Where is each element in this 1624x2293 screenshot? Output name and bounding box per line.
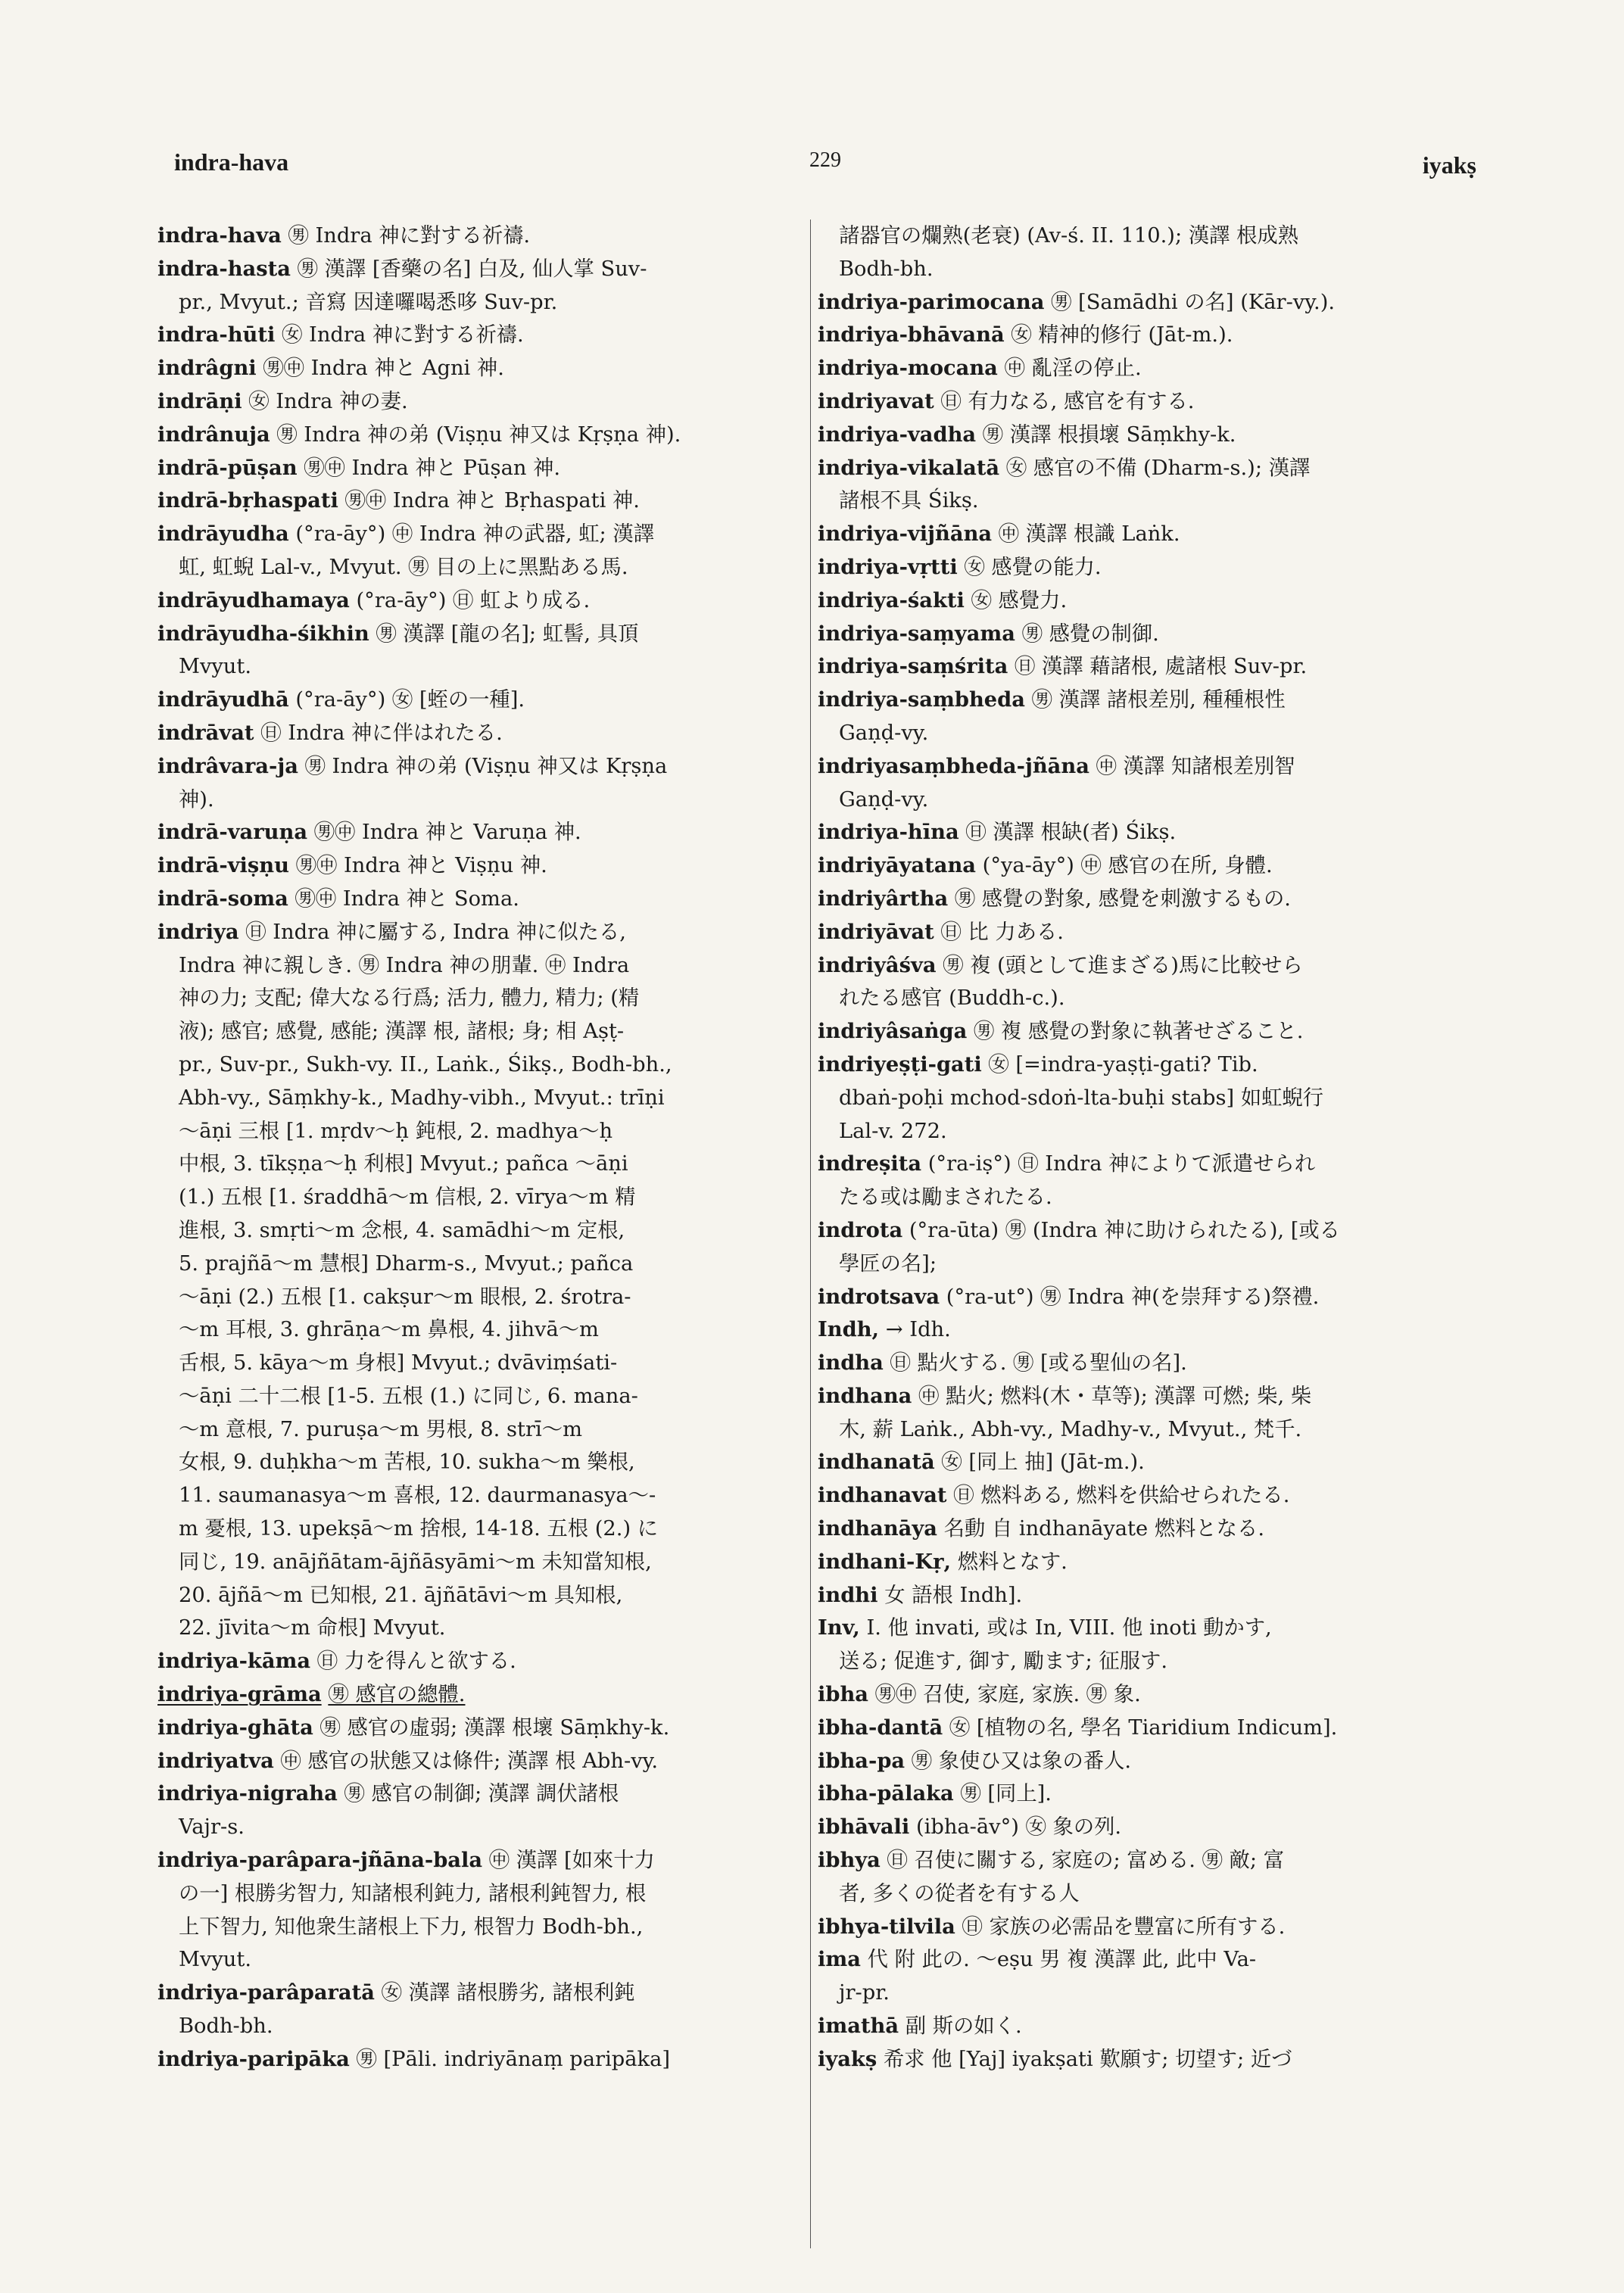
- entry-headword: indhani-Kṛ,: [818, 1549, 951, 1574]
- dictionary-entry: [818, 584, 1480, 618]
- entry-definition: ㊚ [Pāli. indriyānaṃ paripāka]: [356, 2047, 671, 2071]
- entry-continuation: dbaṅ-poḥi mchod-sdoṅ-lta-buḥi stabs] 如虹蜺行: [839, 1086, 1324, 1110]
- entry-definition: ㊐ 點火する. ㊚ [或る聖仙の名].: [890, 1351, 1187, 1375]
- dictionary-entry: [157, 385, 824, 419]
- entry-definition: (°ra-ut°) ㊚ Indra 神(を崇拜する)祭禮.: [946, 1285, 1320, 1309]
- dictionary-entry: [157, 750, 824, 784]
- entry-definition: ㊛ 漢譯 諸根勝劣, 諸根利鈍: [381, 1981, 635, 2005]
- right-guide-word: iyakṣ: [1422, 151, 1476, 179]
- dictionary-entry: [157, 1712, 824, 1745]
- entry-headword: imathā: [818, 2014, 899, 2039]
- dictionary-entry: [818, 518, 1480, 551]
- entry-definition: ㊐ 燃料ある, 燃料を供給せられたる.: [953, 1484, 1290, 1508]
- entry-continuation: 〜m 意根, 7. puruṣa〜m 男根, 8. strī〜m: [179, 1417, 582, 1441]
- entry-headword: indriya-vikalatā: [818, 455, 1000, 480]
- entry-definition: 希求 他 [Yaj] iyakṣati 歎願す; 切望す; 近づ: [883, 2047, 1292, 2071]
- entry-continuation: 11. saumanasya〜m 喜根, 12. daurmanasya〜-: [179, 1484, 656, 1508]
- entry-definition: ㊐ 漢譯 根缺(者) Śikṣ.: [965, 821, 1177, 845]
- entry-continuation: 諸根不具 Śikṣ.: [839, 489, 979, 513]
- dictionary-entry: [818, 1612, 1480, 1645]
- entry-headword: Indh,: [818, 1317, 880, 1342]
- entry-definition: ㊚㊥ Indra 神と Soma.: [295, 886, 519, 911]
- entry-headword: indriya-paripāka: [157, 2046, 350, 2071]
- entry-definition: → Idh.: [885, 1318, 951, 1342]
- dictionary-entry: [157, 1645, 824, 1678]
- entry-headword: indrāyudhā: [157, 687, 289, 712]
- dictionary-entry: [818, 1943, 1480, 1977]
- entry-headword: indriya-saṃśrita: [818, 654, 1008, 679]
- dictionary-entry: [157, 618, 824, 651]
- entry-headword: indrāvat: [157, 720, 254, 745]
- dictionary-entry: [818, 385, 1480, 419]
- entry-headword: Inv,: [818, 1615, 860, 1640]
- entry-definition: ㊚ Indra 神に對する祈禱.: [288, 224, 531, 248]
- dictionary-entry: [157, 1745, 824, 1778]
- dictionary-entry: [157, 883, 824, 916]
- entry-headword: indriya-parâpara-jñāna-bala: [157, 1848, 483, 1873]
- entry-definition: ㊚ [Samādhi の名] (Kār-vy.).: [1051, 290, 1336, 314]
- entry-definition: ㊚㊥ 召使, 家庭, 家族. ㊚ 象.: [874, 1683, 1141, 1707]
- entry-continuation: 虹, 虹蜺 Lal-v., Mvyut. ㊚ 目の上に黑點ある馬.: [179, 555, 628, 579]
- entry-definition: ㊥ 感官の狀態又は條件; 漢譯 根 Abh-vy.: [280, 1749, 659, 1773]
- entry-continuation: 進根, 3. smṛti〜m 念根, 4. samādhi〜m 定根,: [179, 1218, 625, 1242]
- entry-headword: indriyatva: [157, 1748, 274, 1773]
- entry-definition: 名動 自 indhanāyate 燃料となる.: [943, 1517, 1265, 1541]
- dictionary-entry: [818, 949, 1480, 983]
- dictionary-entry: [818, 1579, 1480, 1612]
- entry-headword: indra-hava: [157, 223, 282, 248]
- dictionary-entry: [157, 2043, 824, 2076]
- entry-definition: 副 斯の如く.: [905, 2014, 1022, 2039]
- entry-headword: indrā-viṣṇu: [157, 853, 289, 878]
- entry-continuation: 〜āṇi 二十二根 [1-5. 五根 (1.) に同じ, 6. mana-: [179, 1384, 638, 1408]
- entry-headword: indriyârtha: [818, 886, 949, 911]
- dictionary-entry: [818, 1446, 1480, 1479]
- entry-definition: ㊐ 漢譯 藉諸根, 處諸根 Suv-pr.: [1014, 655, 1308, 679]
- entry-definition: ㊛ 精神的修行 (Jāt-m.).: [1011, 323, 1233, 347]
- entry-headword: indhanatā: [818, 1450, 935, 1475]
- entry-headword: indrā-varuṇa: [157, 820, 308, 845]
- dictionary-entry: [157, 1678, 824, 1712]
- entry-definition: ㊛ Indra 神の妻.: [248, 389, 408, 413]
- dictionary-entry: [818, 849, 1480, 883]
- dictionary-entry: [157, 319, 824, 352]
- entry-continuation: 神).: [179, 787, 214, 812]
- dictionary-entry: [818, 1844, 1480, 1877]
- entry-headword: indriyāyatana: [818, 853, 976, 878]
- entry-headword: indriya-vṛtti: [818, 554, 958, 579]
- entry-headword: indrāṇi: [157, 388, 242, 413]
- entry-definition: ㊚ [同上].: [960, 1782, 1052, 1806]
- entry-definition: ㊛ 感覺力.: [971, 588, 1068, 612]
- entry-headword: ibha-pālaka: [818, 1781, 954, 1806]
- entry-definition: ㊚ 感官の總體.: [328, 1683, 466, 1707]
- dictionary-entry: [818, 419, 1480, 452]
- entry-definition: ㊐ Indra 神に伴はれたる.: [260, 721, 503, 745]
- entry-continuation: 上下智力, 知他衆生諸根上下力, 根智力 Bodh-bh.,: [179, 1914, 644, 1939]
- entry-definition: ㊚ 漢譯 [龍の名]; 虹髻, 具頂: [376, 622, 639, 646]
- entry-continuation: (1.) 五根 [1. śraddhā〜m 信根, 2. vīrya〜m 精: [179, 1185, 636, 1210]
- entry-definition: ㊛ [=indra-yaṣṭi-gati? Tib.: [988, 1052, 1258, 1076]
- entry-continuation: 中根, 3. tīkṣṇa〜ḥ 利根] Mvyut.; pañca 〜āṇi: [179, 1152, 628, 1176]
- entry-definition: ㊛ 感覺の能力.: [964, 555, 1102, 579]
- entry-headword: indriya-hīna: [818, 820, 959, 845]
- dictionary-entry: [818, 883, 1480, 916]
- entry-definition: 燃料となす.: [957, 1550, 1068, 1574]
- entry-headword: indrâgni: [157, 356, 257, 381]
- dictionary-entry: [818, 551, 1480, 584]
- entry-definition: ㊚ 感覺の對象, 感覺を刺激するもの.: [954, 886, 1291, 911]
- dictionary-entry: [818, 618, 1480, 651]
- entry-definition: (°ra-ūta) ㊚ (Indra 神に助けられたる), [或る: [909, 1218, 1340, 1242]
- entry-headword: indrāyudha: [157, 522, 289, 547]
- entry-definition: ㊐ 有力なる, 感官を有する.: [940, 389, 1195, 413]
- entry-definition: ㊐ Indra 神に屬する, Indra 神に似たる,: [245, 920, 626, 944]
- entry-continuation: れたる感官 (Buddh-c.).: [839, 986, 1065, 1011]
- entry-headword: indriyeṣṭi-gati: [818, 1051, 982, 1076]
- entry-definition: ㊚㊥ Indra 神と Agni 神.: [263, 357, 504, 381]
- entry-headword: ibha: [818, 1682, 868, 1707]
- entry-definition: ㊚㊥ Indra 神と Pūṣan 神.: [304, 456, 561, 480]
- entry-continuation: 學匠の名];: [839, 1251, 937, 1276]
- entry-headword: indriyâśva: [818, 952, 937, 977]
- dictionary-entry: [157, 1977, 824, 2010]
- entry-headword: indrā-soma: [157, 886, 288, 911]
- dictionary-entry: [818, 816, 1480, 849]
- entry-definition: ㊛ Indra 神に對する祈禱.: [282, 323, 524, 347]
- entry-definition: ㊚ Indra 神の弟 (Viṣṇu 神又は Kṛṣṇa 神).: [276, 422, 681, 447]
- entry-headword: indhana: [818, 1383, 912, 1408]
- dictionary-entry: [157, 849, 824, 883]
- entry-headword: indha: [818, 1351, 884, 1375]
- dictionary-entry: [157, 419, 824, 452]
- entry-continuation: 液); 感官; 感覺, 感能; 漢譯 根, 諸根; 身; 相 Aṣṭ-: [179, 1020, 625, 1044]
- entry-headword: indrânuja: [157, 422, 270, 447]
- entry-definition: ㊚ Indra 神の弟 (Viṣṇu 神又は Kṛṣṇa: [304, 754, 668, 778]
- dictionary-entry: [818, 452, 1480, 485]
- entry-continuation: 〜āṇi 三根 [1. mṛdv〜ḥ 鈍根, 2. madhya〜ḥ: [179, 1119, 613, 1143]
- entry-continuation: Mvyut.: [179, 1948, 252, 1972]
- dictionary-entry: [157, 452, 824, 485]
- dictionary-entry: [818, 1048, 1480, 1082]
- entry-continuation: 〜m 耳根, 3. ghrāṇa〜m 鼻根, 4. jihvā〜m: [179, 1318, 599, 1342]
- entry-headword: indrāyudhamaya: [157, 587, 350, 612]
- entry-definition: ㊥ 點火; 燃料(木・草等); 漢譯 可燃; 柴, 柴: [918, 1384, 1312, 1408]
- dictionary-entry: [818, 319, 1480, 352]
- entry-definition: ㊐ 力を得んと欲する.: [316, 1650, 516, 1674]
- entry-headword: indhanāya: [818, 1516, 937, 1541]
- entry-definition: (°ra-āy°) ㊥ Indra 神の武器, 虹; 漢譯: [295, 522, 655, 547]
- dictionary-entry: [818, 1380, 1480, 1413]
- entry-definition: ㊚ 象使ひ又は象の番人.: [911, 1749, 1132, 1773]
- dictionary-entry: [818, 1015, 1480, 1048]
- entry-definition: ㊛ 感官の不備 (Dharm-s.); 漢譯: [1005, 456, 1311, 480]
- entry-headword: ibha-pa: [818, 1748, 906, 1773]
- entry-headword: indra-hūti: [157, 322, 276, 347]
- entry-definition: ㊚㊥ Indra 神と Viṣṇu 神.: [295, 854, 547, 878]
- entry-continuation: jr-pr.: [839, 1981, 890, 2005]
- entry-continuation: 諸器官の爛熟(老衰) (Av-ś. II. 110.); 漢譯 根成熟: [839, 224, 1298, 248]
- entry-continuation: 同じ, 19. anājñātam-ājñāsyāmi〜m 未知當知根,: [179, 1550, 652, 1574]
- dictionary-entry: [157, 816, 824, 849]
- entry-headword: indriya-grāma: [157, 1682, 322, 1707]
- dictionary-entry: [818, 286, 1480, 319]
- entry-headword: indriya-ghāta: [157, 1715, 313, 1740]
- dictionary-entry: [818, 1347, 1480, 1380]
- entry-definition: ㊥ 漢譯 [如來十力: [488, 1849, 655, 1873]
- entry-headword: indreṣita: [818, 1151, 922, 1176]
- entry-continuation: Indra 神に親しき. ㊚ Indra 神の朋輩. ㊥ Indra: [179, 953, 630, 977]
- dictionary-entry: [818, 1712, 1480, 1745]
- entry-headword: ibha-dantā: [818, 1715, 943, 1740]
- entry-continuation: 送る; 促進す, 御す, 勵ます; 征服す.: [839, 1650, 1167, 1674]
- entry-continuation: Lal-v. 272.: [839, 1119, 947, 1143]
- entry-definition: (°ra-āy°) ㊐ 虹より成る.: [356, 588, 591, 612]
- dictionary-entry: [157, 916, 824, 949]
- entry-definition: (ibha-āv°) ㊛ 象の列.: [915, 1815, 1122, 1840]
- dictionary-entry: [818, 1479, 1480, 1513]
- dictionary-entry: [157, 1844, 824, 1877]
- entry-continuation: の一] 根勝劣智力, 知諸根利鈍力, 諸根利鈍智力, 根: [179, 1881, 647, 1905]
- dictionary-entry: [818, 1911, 1480, 1944]
- entry-headword: indriya-parimocana: [818, 289, 1045, 314]
- entry-definition: 女 語根 Indh].: [884, 1583, 1023, 1607]
- entry-headword: indriyavat: [818, 388, 934, 413]
- entry-continuation: Bodh-bh.: [179, 2014, 273, 2039]
- entry-headword: iyakṣ: [818, 2046, 877, 2071]
- entry-definition: ㊚ 複 (頭として進まざる)馬に比較せら: [943, 953, 1303, 977]
- entry-headword: indhanavat: [818, 1483, 947, 1508]
- entry-headword: indriya-kāma: [157, 1649, 311, 1674]
- dictionary-entry: [157, 220, 824, 253]
- dictionary-entry: [818, 1546, 1480, 1579]
- entry-definition: ㊚ 漢譯 諸根差別, 種種根性: [1031, 688, 1286, 712]
- dictionary-entry: [157, 253, 824, 286]
- entry-headword: indhi: [818, 1582, 878, 1607]
- entry-continuation: 神の力; 支配; 偉大なる行爲; 活力, 體力, 精力; (精: [179, 986, 640, 1011]
- entry-definition: ㊚ 感官の制御; 漢譯 調伏諸根: [344, 1782, 619, 1806]
- entry-continuation: 木, 薪 Laṅk., Abh-vy., Madhy-v., Mvyut., 梵千.: [839, 1417, 1302, 1441]
- dictionary-entry: [818, 1745, 1480, 1778]
- entry-definition: ㊥ 漢譯 根識 Laṅk.: [998, 522, 1180, 547]
- entry-continuation: Bodh-bh.: [839, 257, 934, 281]
- entry-headword: indriya-bhāvanā: [818, 322, 1005, 347]
- entry-headword: ibhya-tilvila: [818, 1914, 955, 1939]
- entry-headword: ibhāvali: [818, 1815, 910, 1840]
- entry-continuation: Vajr-s.: [179, 1815, 245, 1840]
- entry-headword: indra-hasta: [157, 256, 291, 281]
- entry-definition: ㊚ 漢譯 [香藥の名] 白及, 仙人掌 Suv-: [297, 257, 647, 281]
- dictionary-entry: [818, 650, 1480, 684]
- entry-headword: indriya-nigraha: [157, 1781, 338, 1806]
- entry-headword: indrâvara-ja: [157, 753, 298, 778]
- entry-headword: indrota: [818, 1217, 903, 1242]
- dictionary-entry: [818, 2043, 1480, 2076]
- entry-definition: ㊚ 感覺の制御.: [1021, 622, 1159, 646]
- entry-definition: ㊚ 複 感覺の對象に執著せざること.: [973, 1020, 1304, 1044]
- entry-headword: indrāyudha-śikhin: [157, 621, 369, 646]
- entry-continuation: pr., Suv-pr., Sukh-vy. II., Laṅk., Śikṣ., Bodh-bh.,: [179, 1052, 672, 1076]
- entry-continuation: Gaṇḍ-vy.: [839, 787, 929, 812]
- entry-headword: indriya-saṃbheda: [818, 687, 1025, 712]
- entry-definition: ㊚㊥ Indra 神と Varuṇa 神.: [313, 821, 581, 845]
- dictionary-entry: [818, 2010, 1480, 2043]
- dictionary-entry: [818, 1148, 1480, 1181]
- dictionary-entry: [157, 684, 824, 717]
- entry-continuation: m 憂根, 13. upekṣā〜m 捨根, 14-18. 五根 (2.) に: [179, 1517, 659, 1541]
- entry-continuation: 20. ājñā〜m 已知根, 21. ājñātāvi〜m 具知根,: [179, 1583, 623, 1607]
- dictionary-entry: [818, 1811, 1480, 1844]
- entry-headword: indrotsava: [818, 1284, 940, 1309]
- entry-definition: ㊥ 漢譯 知諸根差別智: [1096, 754, 1295, 778]
- entry-definition: ㊥ 亂淫の停止.: [1004, 357, 1142, 381]
- entry-continuation: Mvyut.: [179, 655, 252, 679]
- entry-headword: indriyāvat: [818, 919, 934, 944]
- entry-headword: ibhya: [818, 1848, 881, 1873]
- entry-headword: ima: [818, 1947, 861, 1972]
- entry-headword: indriyâsaṅga: [818, 1019, 968, 1044]
- entry-headword: indriya-saṃyama: [818, 621, 1015, 646]
- dictionary-entry: [818, 684, 1480, 717]
- column-divider: [810, 220, 811, 2248]
- entry-continuation: 22. jīvita〜m 命根] Mvyut.: [179, 1616, 446, 1640]
- entry-definition: 代 附 此の. 〜eṣu 男 複 漢譯 此, 此中 Va-: [867, 1948, 1257, 1972]
- dictionary-entry: [818, 352, 1480, 385]
- entry-headword: indriya-vijñāna: [818, 522, 993, 547]
- entry-definition: (°ra-āy°) ㊛ [蛭の一種].: [295, 688, 525, 712]
- entry-definition: ㊚㊥ Indra 神と Bṛhaspati 神.: [344, 489, 640, 513]
- entry-continuation: 舌根, 5. kāya〜m 身根] Mvyut.; dvāviṃśati-: [179, 1351, 618, 1375]
- dictionary-entry: [157, 1777, 824, 1811]
- dictionary-entry: [818, 1281, 1480, 1314]
- entry-continuation: Gaṇḍ-vy.: [839, 721, 929, 745]
- dictionary-entry: [818, 1214, 1480, 1248]
- dictionary-entry: [818, 1313, 1480, 1347]
- entry-definition: ㊐ 家族の必需品を豐富に所有する.: [962, 1914, 1286, 1939]
- entry-headword: indrā-pūṣan: [157, 455, 298, 480]
- entry-continuation: 〜āṇi (2.) 五根 [1. cakṣur〜m 眼根, 2. śrotra-: [179, 1285, 631, 1309]
- entry-definition: ㊛ [同上 抽] (Jāt-m.).: [941, 1450, 1145, 1475]
- entry-definition: ㊐ 比 力ある.: [940, 920, 1064, 944]
- dictionary-entry: [157, 584, 824, 618]
- page-number: 229: [809, 148, 841, 172]
- dictionary-entry: [818, 1777, 1480, 1811]
- entry-headword: indrā-bṛhaspati: [157, 488, 338, 513]
- dictionary-entry: [157, 352, 824, 385]
- dictionary-entry: [818, 916, 1480, 949]
- entry-headword: indriya-mocana: [818, 356, 998, 381]
- entry-definition: ㊚ 漢譯 根損壞 Sāṃkhy-k.: [982, 422, 1236, 447]
- entry-continuation: 女根, 9. duḥkha〜m 苦根, 10. sukha〜m 樂根,: [179, 1450, 635, 1475]
- left-guide-word: indra-hava: [174, 148, 289, 176]
- entry-definition: ㊛ [植物の名, 學名 Tiaridium Indicum].: [949, 1715, 1338, 1740]
- dictionary-entry: [157, 518, 824, 551]
- entry-continuation: pr., Mvyut.; 音寫 因達囉喝悉哆 Suv-pr.: [179, 290, 558, 314]
- entry-headword: indriya-parâparatā: [157, 1980, 375, 2005]
- entry-headword: indriya-vadha: [818, 422, 977, 447]
- entry-definition: (°ya-āy°) ㊥ 感官の在所, 身體.: [982, 854, 1273, 878]
- dictionary-entry: [818, 750, 1480, 784]
- left-column: [157, 220, 824, 2076]
- dictionary-entry: [818, 1513, 1480, 1546]
- entry-continuation: Abh-vy., Sāṃkhy-k., Madhy-vibh., Mvyut.: trīṇi: [179, 1086, 665, 1110]
- entry-definition: ㊐ 召使に關する, 家庭の; 富める. ㊚ 敵; 富: [887, 1849, 1285, 1873]
- entry-headword: indriyasaṃbheda-jñāna: [818, 753, 1089, 778]
- entry-definition: ㊚ 感官の虛弱; 漢譯 根壞 Sāṃkhy-k.: [320, 1715, 670, 1740]
- entry-headword: indriya-śakti: [818, 587, 965, 612]
- entry-headword: indriya: [157, 919, 239, 944]
- entry-continuation: たる或は勵まされたる.: [839, 1185, 1052, 1210]
- entry-definition: (°ra-iṣ°) ㊐ Indra 神によりて派遣せられ: [927, 1152, 1316, 1176]
- dictionary-entry: [157, 717, 824, 750]
- dictionary-entry: [157, 484, 824, 518]
- entry-definition: I. 他 invati, 或は In, VIII. 他 inoti 動かす,: [866, 1616, 1272, 1640]
- page-header: [174, 148, 1476, 186]
- dictionary-entry: [818, 1678, 1480, 1712]
- right-column: [818, 220, 1480, 2076]
- entry-continuation: 5. prajñā〜m 慧根] Dharm-s., Mvyut.; pañca: [179, 1251, 634, 1276]
- entry-continuation: 者, 多くの從者を有する人: [839, 1881, 1080, 1905]
